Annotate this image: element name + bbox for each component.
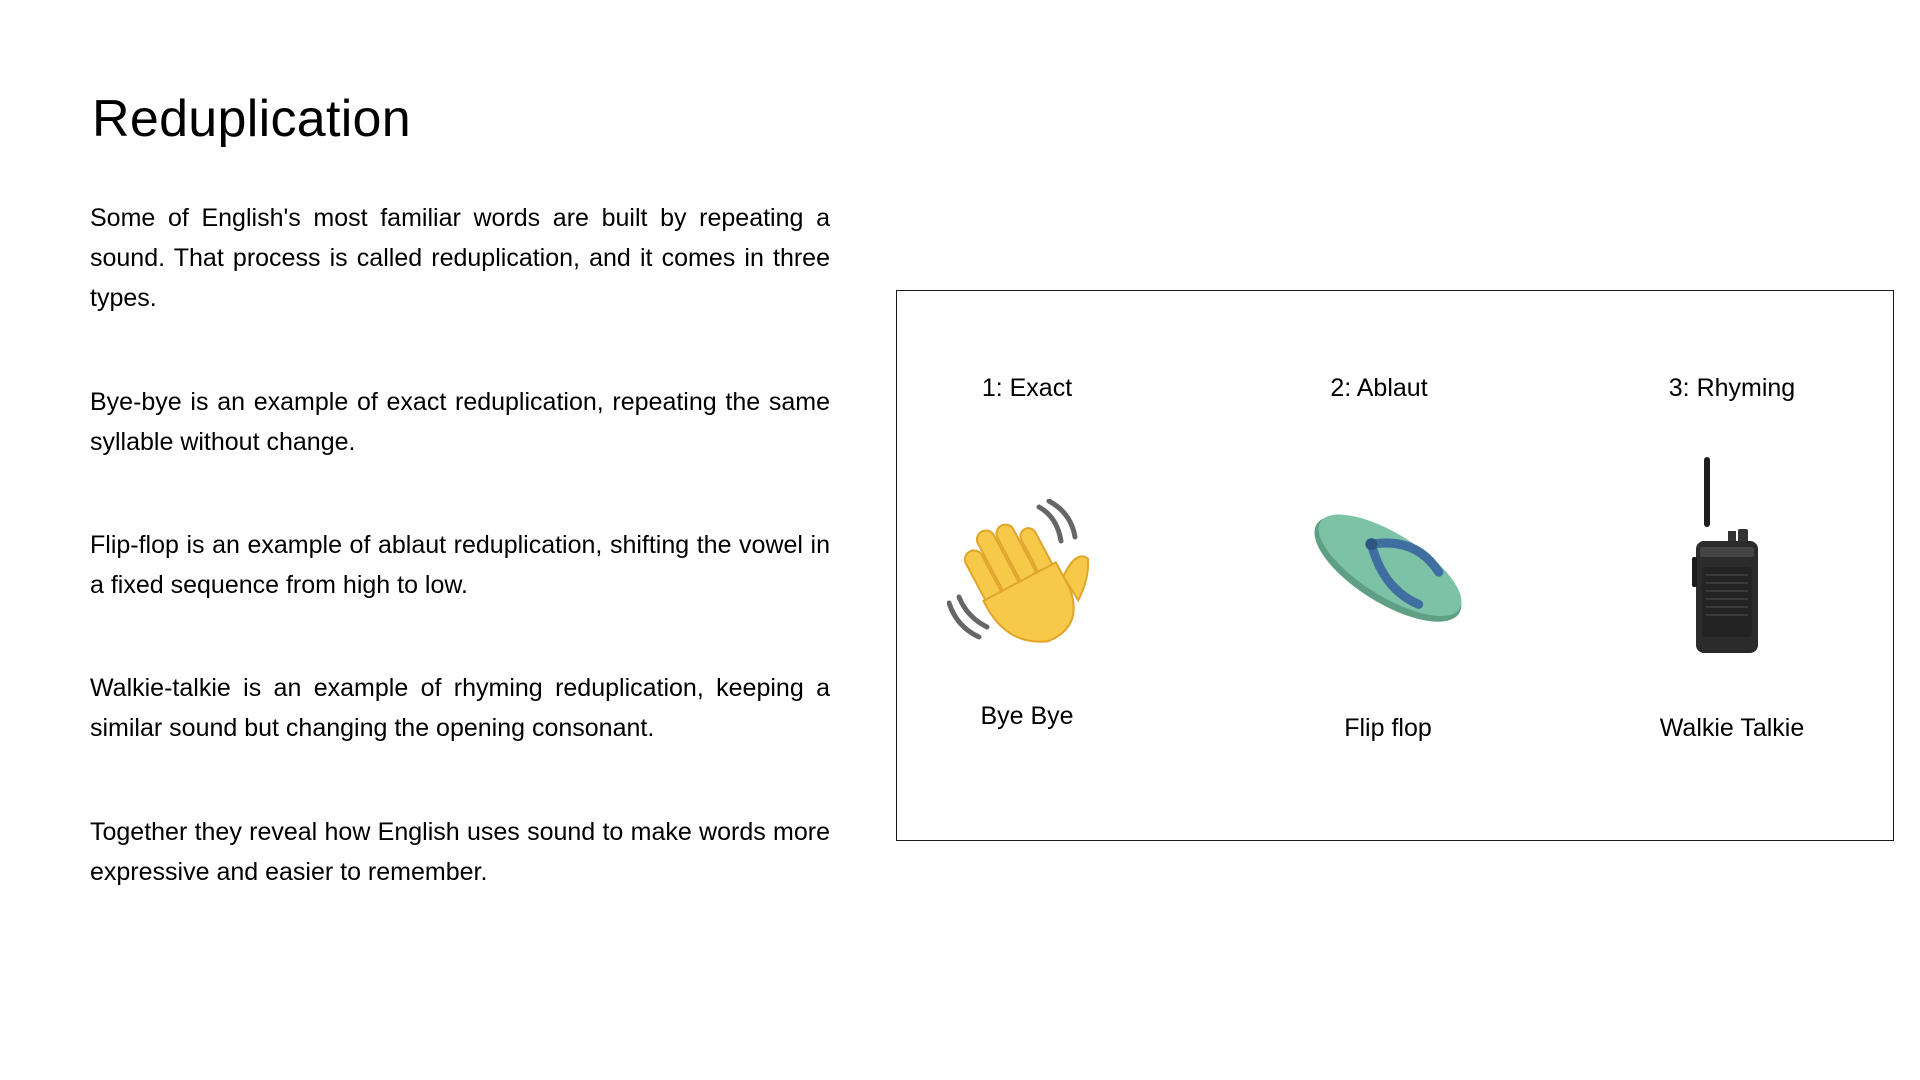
conclusion-paragraph: Together they reveal how English uses sound to make words more expressive and easier to remember. xyxy=(90,818,830,886)
column-label-rhyming: 3: Rhyming xyxy=(1668,374,1796,402)
rhyming-paragraph: Walkie-talkie is an example of rhyming reduplication, keeping a similar sound but changing the opening consonant. xyxy=(90,674,830,742)
caption-walkie-talkie: Walkie Talkie xyxy=(1659,714,1805,742)
column-label-exact: 1: Exact xyxy=(981,374,1073,402)
walkie-talkie-icon xyxy=(1692,457,1762,658)
exact-paragraph: Bye-bye is an example of exact reduplication, repeating the same syllable without change. xyxy=(90,388,830,456)
intro-paragraph: Some of English's most familiar words are built by repeating a sound. That process is called reduplication, and it comes in three types. xyxy=(90,204,830,312)
column-label-ablaut: 2: Ablaut xyxy=(1330,374,1428,402)
caption-flip-flop: Flip flop xyxy=(1344,714,1432,742)
caption-bye-bye: Bye Bye xyxy=(980,702,1074,730)
reduplication-figure xyxy=(896,290,1894,841)
flip-flop-icon xyxy=(1304,497,1474,642)
ablaut-paragraph: Flip-flop is an example of ablaut reduplication, shifting the vowel in a fixed sequence from high to low. xyxy=(90,531,830,599)
slide-title: Reduplication xyxy=(92,90,411,148)
waving-hand-icon xyxy=(947,499,1107,664)
